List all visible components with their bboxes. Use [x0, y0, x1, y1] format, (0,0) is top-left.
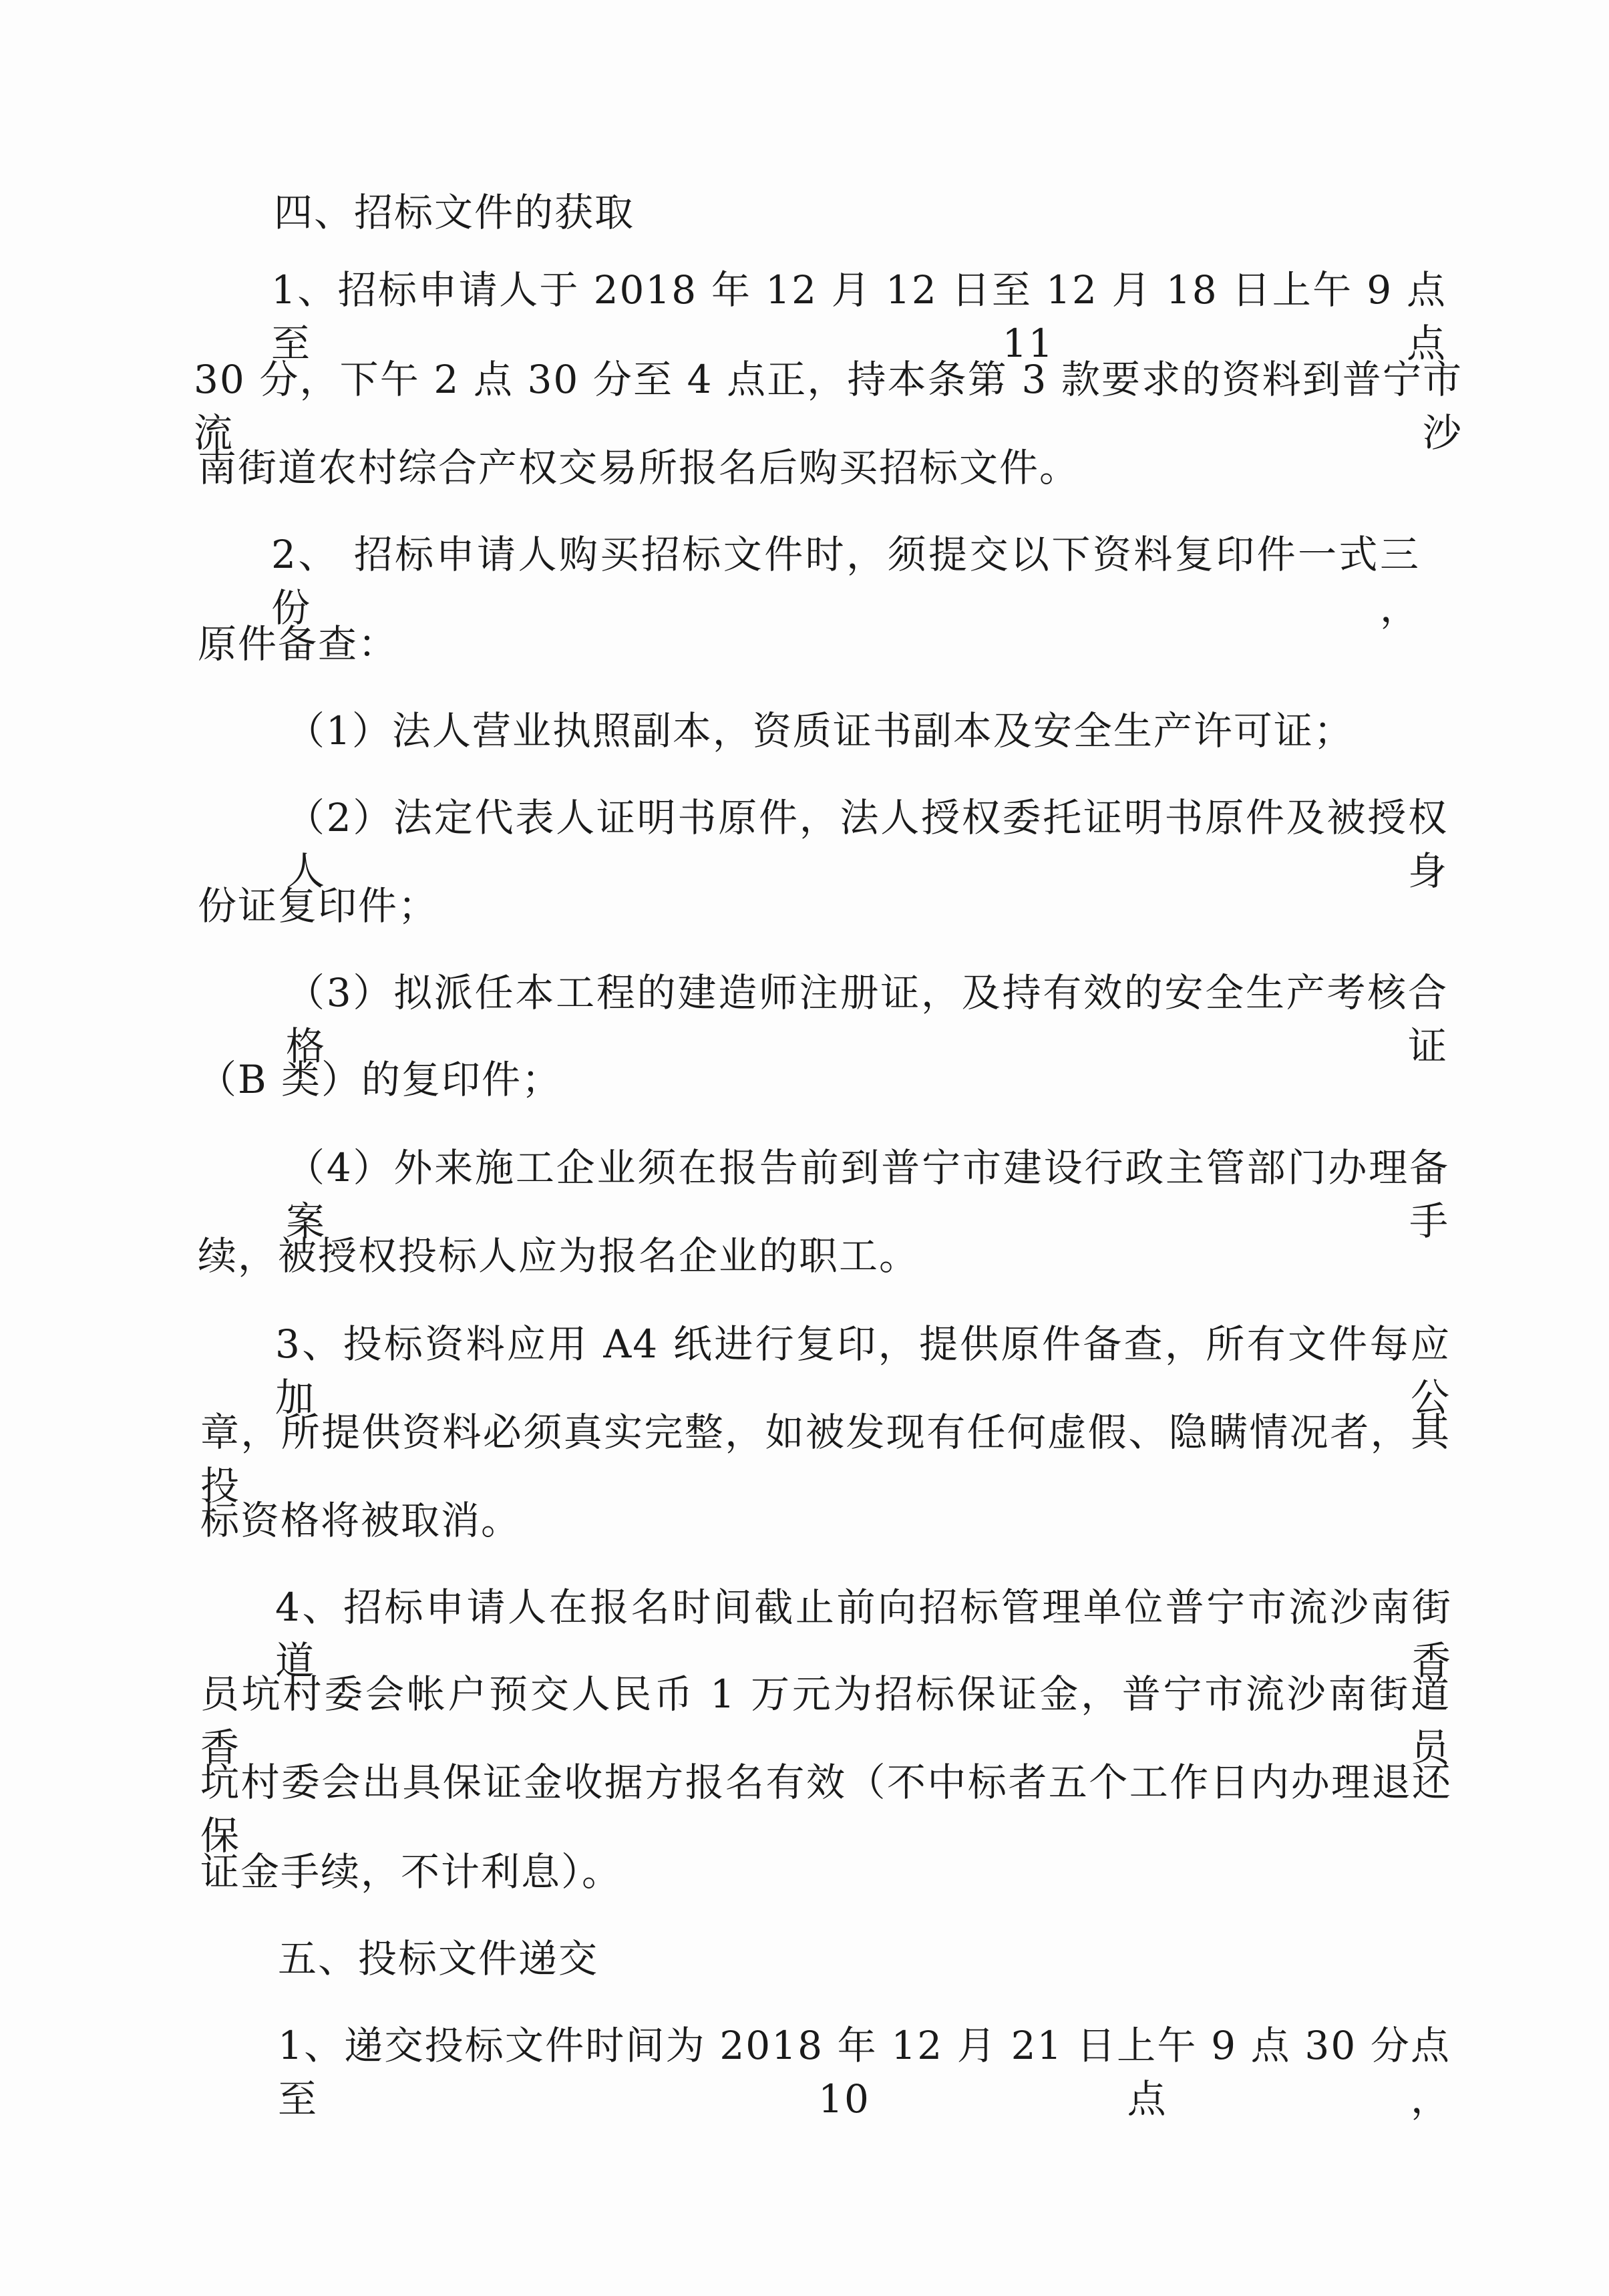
list-item-continuation: 续，被授权投标人应为报名企业的职工。	[198, 1233, 920, 1279]
section-heading-4: 四、招标文件的获取	[274, 190, 635, 235]
paragraph-line: 章，所提供资料必须真实完整，如被发现有任何虚假、隐瞒情况者，其投	[200, 1410, 1451, 1508]
paragraph-line: 3、投标资料应用 A4 纸进行复印，提供原件备查，所有文件每应加公	[275, 1321, 1451, 1420]
paragraph-line: 坑村委会出具保证金收据方报名有效（不中标者五个工作日内办理退还保	[200, 1760, 1452, 1858]
paragraph-line: 原件备查：	[198, 621, 399, 667]
list-item: （1）法人营业执照副本，资质证书副本及安全生产许可证；	[286, 708, 1354, 754]
list-item: （3）拟派任本工程的建造师注册证，及持有效的安全生产考核合格证	[286, 970, 1448, 1069]
paragraph-line: 2、 招标申请人购买招标文件时，须提交以下资料复印件一式三份，	[271, 532, 1420, 631]
list-item: （2）法定代表人证明书原件，法人授权委托证明书原件及被授权人身	[286, 795, 1448, 894]
list-item-continuation: （B 类）的复印件；	[198, 1057, 562, 1102]
paragraph-line: 证金手续，不计利息）。	[200, 1849, 622, 1895]
paragraph-line: 员坑村委会帐户预交人民币 1 万元为招标保证金，普宁市流沙南街道香员	[200, 1671, 1451, 1770]
paragraph-line: 4、招标申请人在报名时间截止前向招标管理单位普宁市流沙南街道香	[275, 1585, 1452, 1683]
paragraph-line: 南街道农村综合产权交易所报名后购买招标文件。	[198, 445, 1080, 490]
paragraph-line: 30 分，下午 2 点 30 分至 4 点正，持本条第 3 款要求的资料到普宁市流沙	[194, 357, 1463, 456]
list-item: （4）外来施工企业须在报告前到普宁市建设行政主管部门办理备案手	[286, 1145, 1449, 1244]
paragraph-line: 1、递交投标文件时间为 2018 年 12 月 21 日上午 9 点 30 分点至 10 点，	[278, 2023, 1451, 2122]
paragraph-line: 1、招标申请人于 2018 年 12 月 12 日至 12 月 18 日上午 9 点至 11 点	[271, 267, 1447, 366]
list-item-continuation: 份证复印件；	[198, 883, 439, 929]
paragraph-line: 标资格将被取消。	[200, 1498, 522, 1543]
section-heading-5: 五、投标文件递交	[278, 1936, 599, 1981]
